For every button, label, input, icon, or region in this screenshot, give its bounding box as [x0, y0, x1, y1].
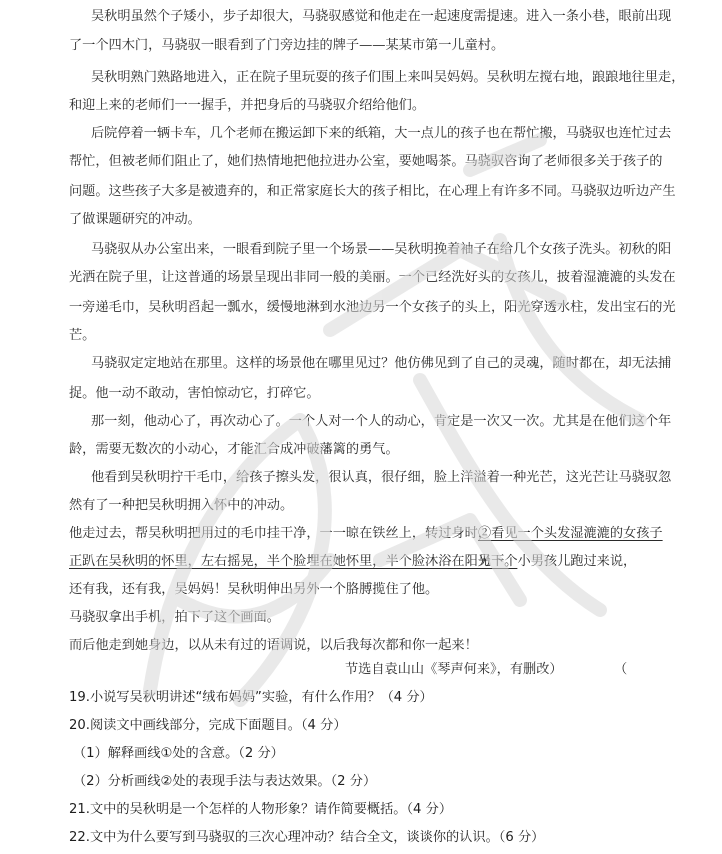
question-item: （2）分析画线②处的表现手法与表达效果。（2 分） — [73, 774, 377, 789]
question-item: 21.文中的吴秋明是一个怎样的人物形象？请作简要概括。（4 分） — [69, 802, 453, 817]
passage-line: 捉。他一动不敢动，害怕惊动它，打碎它。 — [69, 386, 320, 401]
passage-line: 吴秋明虽然个子矮小，步子却很大，马骁驭感觉和他走在一起速度需提速。进入一条小巷，眼前出现 — [91, 9, 672, 24]
passage-line: 了做课题研究的冲动。 — [69, 212, 201, 227]
underlined-sentence-part1: ②看见一个头发湿漉漉的女孩子 — [478, 526, 663, 541]
passage-line: 马骁驭拿出手机，拍下了这个画面。 — [69, 610, 280, 625]
passage-line: 问题。这些孩子大多是被遗弃的，和正常家庭长大的孩子相比，在心理上有许多不同。马骁驭边听边产生 — [69, 184, 676, 199]
question-item: 20.阅读文中画线部分，完成下面题目。（4 分） — [69, 718, 347, 733]
question-item: 22.文中为什么要写到马骁驭的三次心理冲动？结合全文，谈谈你的认识。（6 分） — [69, 830, 545, 845]
passage-line: 和迎上来的老师们一一握手，并把身后的马骁驭介绍给他们。 — [69, 98, 426, 113]
passage-line: 帮忙，但被老师们阻止了，她们热情地把他拉进办公室，要她喝茶。马骁驭咨询了老师很多关于孩子的 — [69, 154, 663, 169]
stray-parenthesis: （ — [614, 662, 628, 677]
source-citation: 节选自袁山山《琴声何来》，有删改） — [345, 662, 563, 677]
passage-line: 他走过去，帮吴秋明把用过的毛巾挂干净，一一晾在铁丝上，转过身时， — [69, 526, 491, 541]
passage-line: 吴秋明熟门熟路地进入，正在院子里玩耍的孩子们围上来叫吴妈妈。吴秋明左搅右地，踉踉地往里走， — [91, 70, 685, 85]
question-item: （1）解释画线①处的含意。（2 分） — [73, 746, 284, 761]
passage-line: 光洒在院子里，让这普通的场景呈现出非同一般的美丽。一个已经洗好头的女孩儿，披着湿漉漉的头发在 — [69, 270, 676, 285]
passage-line: 了一个四木门，马骁驭一眼看到了门旁边挂的牌子——某某市第一儿童村。 — [69, 38, 505, 53]
passage-line: 那一刻，他动心了，再次动心了。一个人对一个人的动心，肯定是一次又一次。尤其是在他们这个年 — [91, 414, 672, 429]
passage-line: 芒。 — [69, 328, 96, 343]
question-item: 19.小说写吴秋明讲述“绒布妈妈”实验，有什么作用？（4 分） — [69, 690, 433, 705]
passage-line: 然有了一种把吴秋明拥入怀中的冲动。 — [69, 498, 294, 513]
passage-line: 一旁递毛巾，吴秋明舀起一瓢水，缓慢地淋到水池边另一个女孩子的头上，阳光穿透水柱，发出宝石的光 — [69, 300, 676, 315]
passage-line: 而后他走到她身边，以从未有过的语调说，以后我每次都和你一起来！ — [69, 638, 478, 653]
passage-line: 他看到吴秋明拧干毛巾，给孩子擦头发，很认真，很仔细，脸上洋溢着一种光芒，这光芒让马骁驭忽 — [91, 470, 672, 485]
passage-line: 龄，需要无数次的小动心，才能汇合成冲破藩篱的勇气。 — [69, 442, 399, 457]
underlined-sentence-part2: 正趴在吴秋明的怀里，左右摇晃，半个脸埋在她怀里，半个脸沐浴在阳光下。 — [69, 554, 518, 569]
passage-line: 还有我，还有我，吴妈妈！吴秋明伸出另外一个胳膊揽住了他。 — [69, 582, 439, 597]
passage-line: 另一个小男孩儿跑过来说， — [478, 554, 637, 569]
passage-line: 马骁驭从办公室出来，一眼看到院子里一个场景——吴秋明挽着袖子在给几个女孩子洗头。初秋的阳 — [91, 242, 672, 257]
passage-line: 马骁驭定定地站在那里。这样的场景他在哪里见过？他仿佛见到了自己的灵魂，随时都在，却无法捕 — [91, 356, 672, 371]
passage-line: 后院停着一辆卡车，几个老师在搬运卸下来的纸箱，大一点儿的孩子也在帮忙搬，马骁驭也连忙过去 — [91, 126, 672, 141]
